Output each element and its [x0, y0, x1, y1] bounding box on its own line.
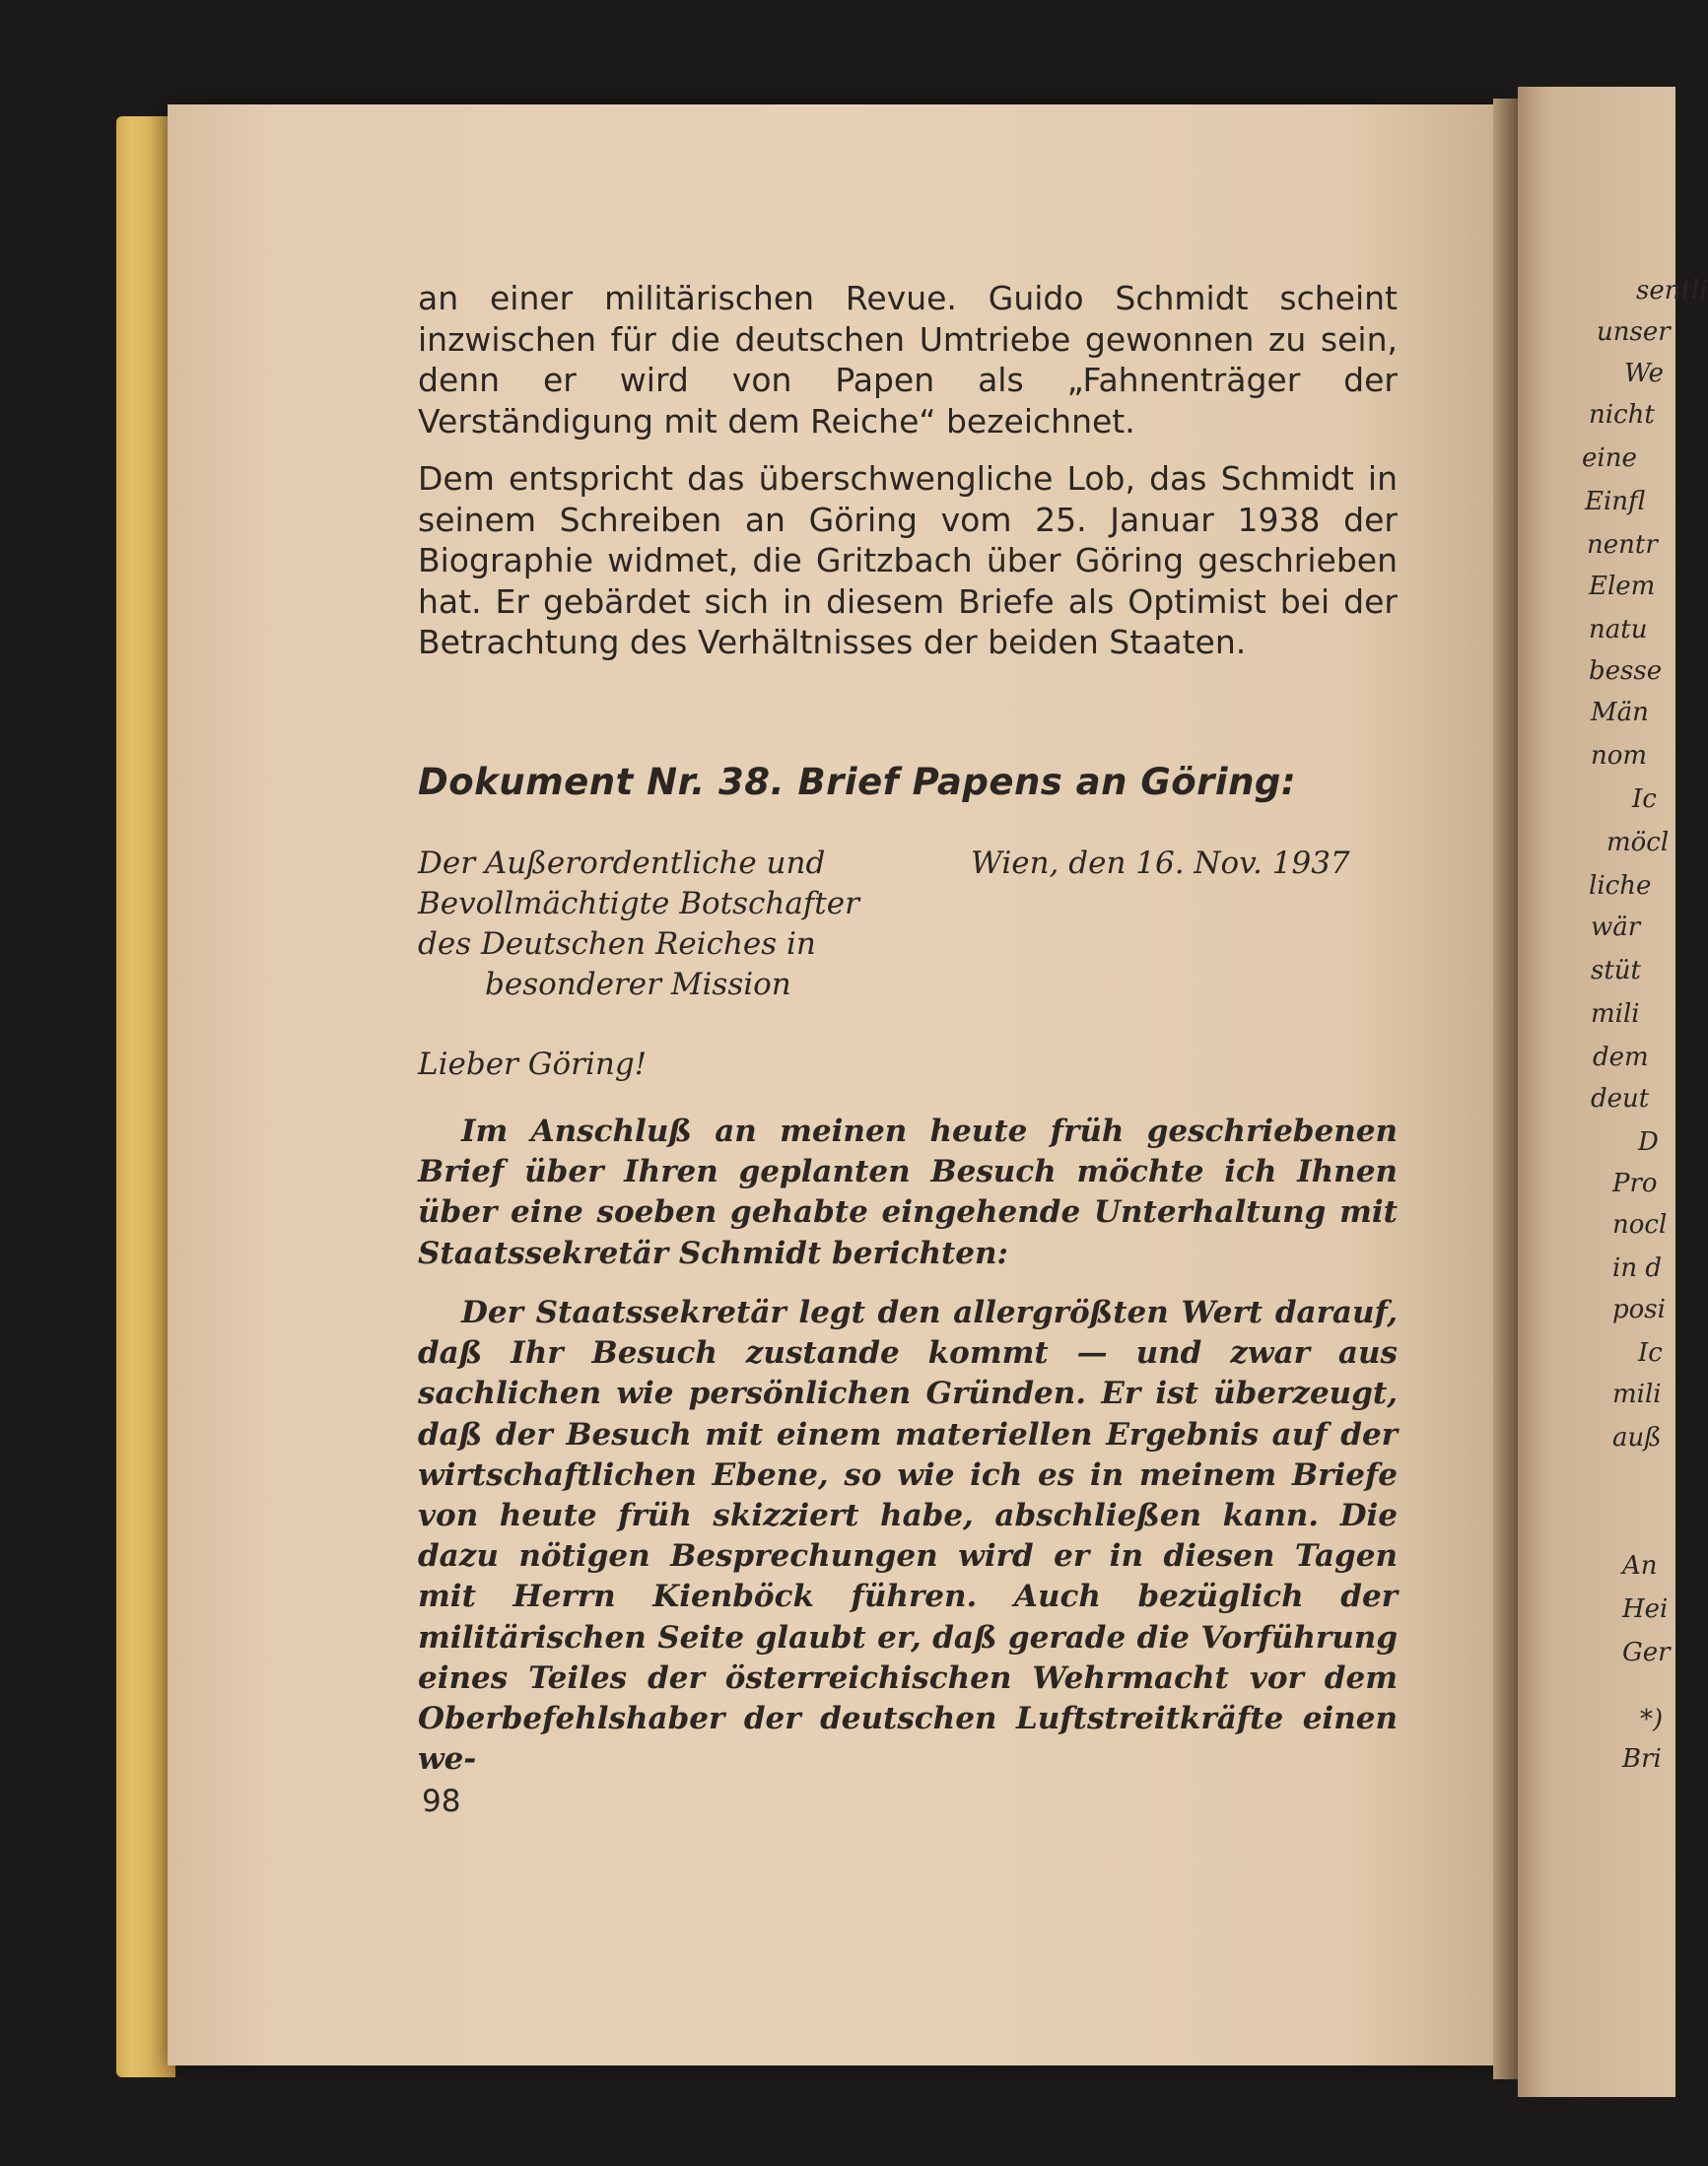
right-page-fragment-line: mili — [1591, 999, 1640, 1029]
sender-line-3: des Deutschen Reiches in — [418, 926, 816, 962]
right-page-fragment-line: eine — [1582, 443, 1637, 473]
right-page-fragment-line: Ic — [1632, 784, 1657, 814]
right-page-fragment-line: mili — [1612, 1380, 1662, 1409]
right-page-fragment-line: unser — [1597, 317, 1671, 347]
paragraph-1-text: an einer militärischen Revue. Guido Schmidt scheint inzwischen für die deutschen Umtriebe gewonnen zu sein, denn er wird von Papen als „Fahnenträger der Verständigung mit dem Reiche“ bezeichnet. — [418, 279, 1398, 440]
right-page-fragment-line: nocl — [1612, 1210, 1668, 1240]
right-page-fragment-line: liche — [1589, 871, 1652, 901]
right-page-fragment-line: Pro — [1612, 1169, 1658, 1198]
right-page-fragment-line: D — [1638, 1127, 1659, 1157]
right-page-fragment-line: Ic — [1638, 1338, 1663, 1368]
paragraph-2-text: Dem entspricht das überschwengliche Lob, das Schmidt in seinem Schreiben an Göring vom 25. Januar 1938 der Biographie widmet, die Gritzbach über Göring geschrieben hat. Er gebärdet sich in diesem Briefe als Optimist bei der Betrachtung des Verhältnisses der beiden Staaten. — [418, 459, 1398, 661]
sender-line-2: Bevollmächtigte Botschafter — [418, 886, 859, 921]
sender-line-4: besonderer Mission — [485, 967, 791, 1002]
page-edge — [116, 116, 175, 2077]
right-page-fragment-line: besse — [1589, 656, 1663, 686]
salutation: Lieber Göring! — [418, 1047, 648, 1082]
book-gutter — [1493, 99, 1518, 2079]
letter-date: Wien, den 16. Nov. 1937 — [971, 846, 1350, 881]
right-page-fragment-line: nom — [1591, 741, 1648, 771]
right-page-fragment-line: sentli — [1636, 276, 1708, 305]
letter-paragraph-2: Der Staatssekretär legt den allergrößten Wert darauf, daß Ihr Besuch zustande kommt — und zwar aus sachlichen wie persönlichen Gründen. Er ist überzeugt, daß der Besuch mit einem materiellen Ergebnis auf der wirtschaftlichen Ebene, so wie ich es in meinem Briefe von heute früh skizziert habe, abschließen kann. Die dazu nötigen Besprechungen wird er in diesen Tagen mit Herrn Kienböck führen. Auch bezüglich der militärischen Seite glaubt er, daß gerade die Vorführung eines Teiles der österreichischen Wehrmacht vor dem Oberbefehlshaber der deutschen Luftstreitkräfte einen we- — [418, 1295, 1398, 1778]
sender-line-1: Der Außerordentliche und — [418, 846, 826, 881]
paragraph-1 — [418, 278, 1398, 441]
document-heading: Dokument Nr. 38. Brief Papens an Göring: — [418, 761, 1297, 803]
right-page-fragment-line: stüt — [1591, 956, 1641, 985]
letter-paragraph-1: Im Anschluß an meinen heute früh geschriebenen Brief über Ihren geplanten Besuch möchte ich Ihnen über eine soeben gehabte eingehende Unterhaltung mit Staatssekretär Schmidt berichten: — [418, 1114, 1398, 1271]
right-page-fragment-line: Män — [1591, 698, 1649, 727]
right-page-fragment-line: dem — [1593, 1043, 1649, 1072]
right-page-fragment-line: natu — [1589, 615, 1648, 644]
right-page-fragment-line: möcl — [1606, 828, 1670, 857]
right-page-fragment-line: in d — [1612, 1253, 1662, 1283]
paragraph-2 — [418, 458, 1398, 663]
right-page-fragment-line: Ger — [1622, 1638, 1671, 1667]
right-page-fragment-line: wär — [1591, 913, 1641, 942]
right-page-fragment-line: posi — [1612, 1295, 1666, 1324]
right-page-fragment-line: An — [1622, 1551, 1658, 1581]
right-page-fragment-line: auß — [1612, 1423, 1662, 1453]
right-page-fragment-line: *) — [1640, 1705, 1664, 1734]
right-page-fragment-line: Einfl — [1585, 487, 1646, 516]
right-page-fragment-line: Bri — [1622, 1744, 1662, 1774]
right-page-fragment-line: Elem — [1589, 572, 1656, 601]
page-number: 98 — [422, 1784, 461, 1819]
right-page-fragment-line: We — [1624, 359, 1664, 388]
right-page-fragment-line: nentr — [1587, 530, 1658, 560]
right-page-fragment-line: Hei — [1622, 1594, 1669, 1624]
right-page-fragment-line: deut — [1591, 1084, 1650, 1114]
right-page-fragment-line: nicht — [1589, 400, 1655, 430]
